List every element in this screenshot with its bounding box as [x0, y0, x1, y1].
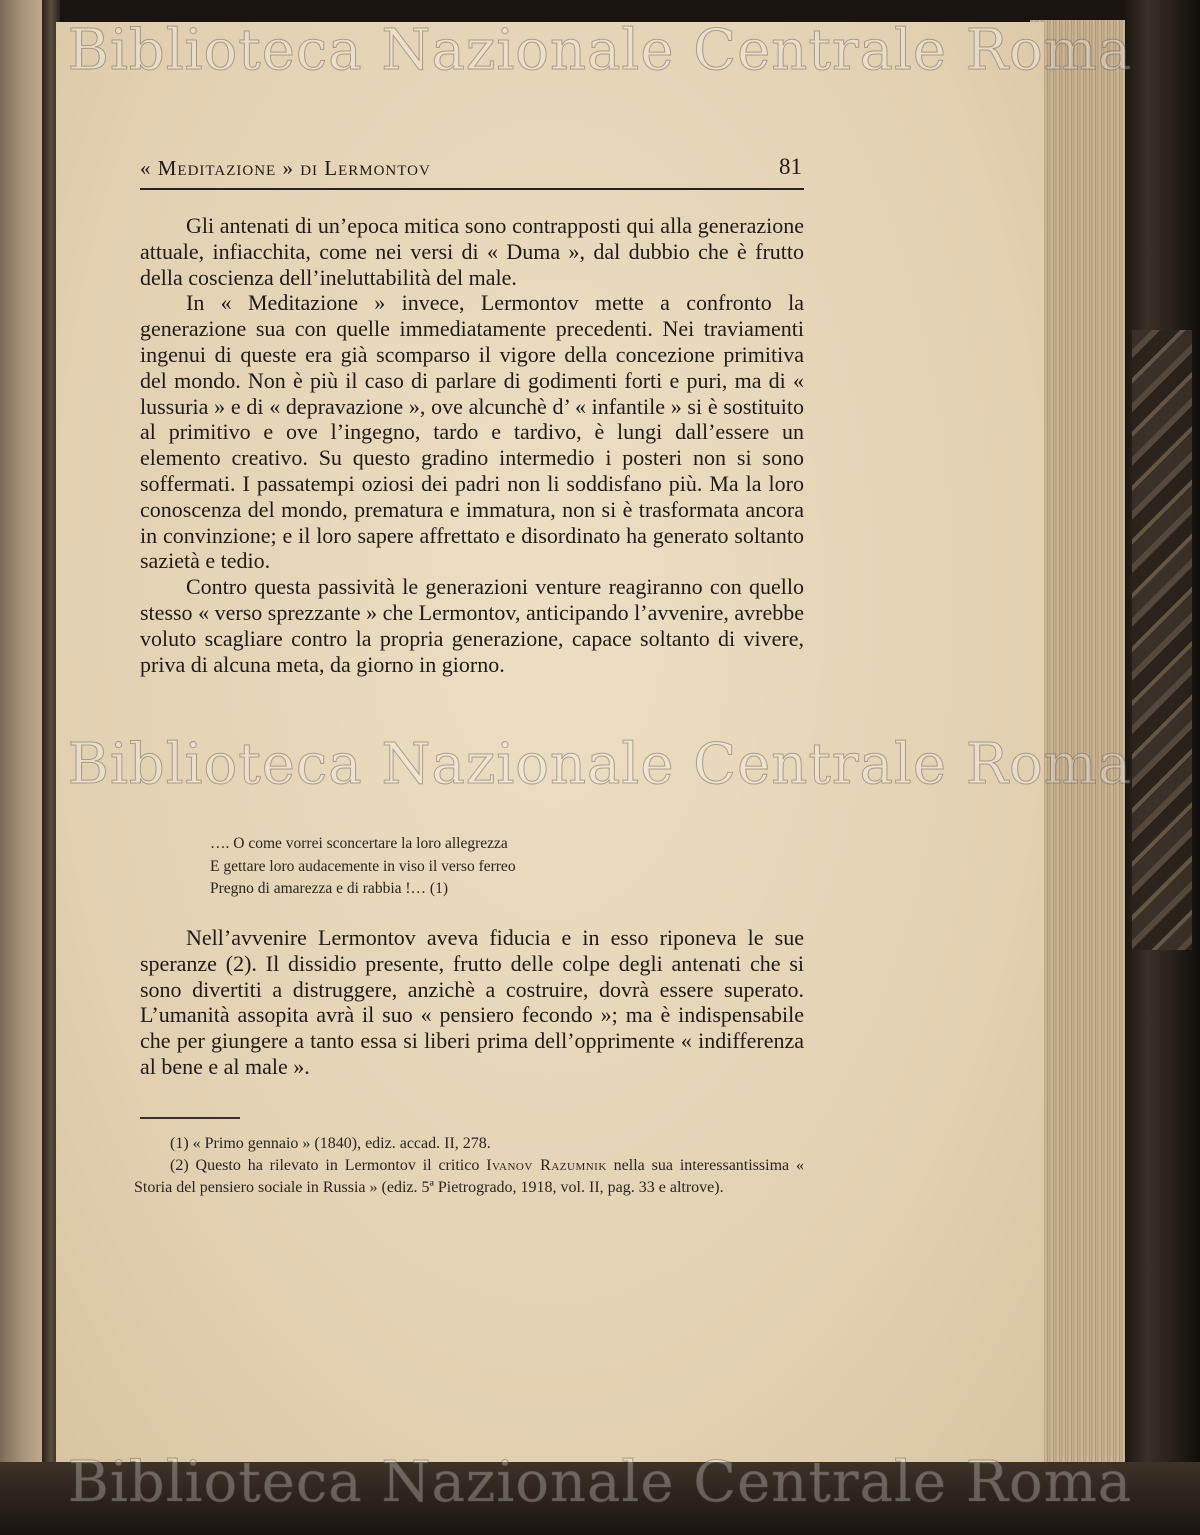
verse-line-1: …. O come vorrei sconcertare la loro allegrezza — [210, 835, 508, 852]
verse-line-3: Pregno di amarezza e di rabbia !… (1) — [210, 880, 448, 897]
paragraph-1: Gli antenati di un’epoca mitica sono contrapposti qui alla generazione attuale, infiacchita, come nei versi di « Duma », dal dubbio che è frutto della coscienza dell’ineluttabilità del male. — [140, 213, 804, 290]
watermark-bottom: Biblioteca Nazionale Centrale Roma — [67, 1450, 1133, 1515]
footnote-divider — [140, 1117, 240, 1119]
footnote-1: (1) « Primo gennaio » (1840), ediz. accad. II, 278. — [170, 1135, 491, 1152]
running-head-title: « Meditazione » di Lermontov — [140, 156, 431, 180]
footnote-2-author: Ivanov Razumnik — [486, 1157, 607, 1174]
paragraph-2: In « Meditazione » invece, Lermontov mette a confronto la generazione sua con quelle immediatamente precedenti. Nei traviamenti ingenui di queste era già scomparso il vigore della concezione primitiva del mondo. Non è più il caso di parlare di godimenti forti e puri, ma di « lussuria » e di « depravazione », ove alcunchè d’ « infantile » si è sostituito al primitivo e ove l’ingegno, tardo e tardivo, è lungi dall’essere un elemento creativo. Su questo gradino intermedio i posteri non si sono soffermati. I passatempi oziosi dei padri non li soddisfano più. Ma la loro conoscenza del mondo, prematura e immatura, non si è trasformata ancora in convinzione; e il loro sapere affrettato e disordinato ha generato soltanto sazietà e tedio. — [140, 290, 804, 574]
watermark-top: Biblioteca Nazionale Centrale Roma — [67, 18, 1133, 83]
verse-quotation — [210, 833, 770, 901]
main-text-continued — [140, 925, 804, 1080]
marbled-cover-edge — [1132, 330, 1192, 950]
paragraph-3: Contro questa passività le generazioni venture reagiranno con quello stesso « verso sprezzante » che Lermontov, anticipando l’avvenire, avrebbe voluto scagliare contro la propria generazione, capace soltanto di vivere, priva di alcuna meta, da giorno in giorno. — [140, 574, 804, 677]
verse-line-2: E gettare loro audacemente in viso il verso ferreo — [210, 857, 516, 875]
watermark-middle: Biblioteca Nazionale Centrale Roma — [67, 732, 1133, 797]
main-text — [140, 213, 804, 677]
footnotes — [134, 1133, 804, 1199]
footnote-2 — [134, 1155, 804, 1199]
footnote-2-text-b: nella sua interessantissima « Storia del pensiero sociale in Russia » (ediz. 5ª Pietrogrado, 1918, vol. II, pag. 33 e altrove). — [134, 1157, 804, 1196]
page-edges — [1030, 20, 1130, 1470]
running-head — [140, 156, 804, 190]
paragraph-4: Nell’avvenire Lermontov aveva fiducia e in esso riponeva le sue speranze (2). Il dissidio presente, frutto delle colpe degli antenati che si sono divertiti a distruggere, anzichè a costruire, dovrà essere superato. L’umanità assopita avrà il suo « pensiero fecondo »; ma è indispensabile che per giungere a tanto essa si liberi prima dell’opprimente « indifferenza al bene e al male ». — [140, 925, 804, 1079]
bottom-shadow — [0, 1462, 1200, 1535]
page-number: 81 — [779, 154, 802, 179]
footnote-2-text-a: (2) Questo ha rilevato in Lermontov il critico — [170, 1157, 487, 1174]
